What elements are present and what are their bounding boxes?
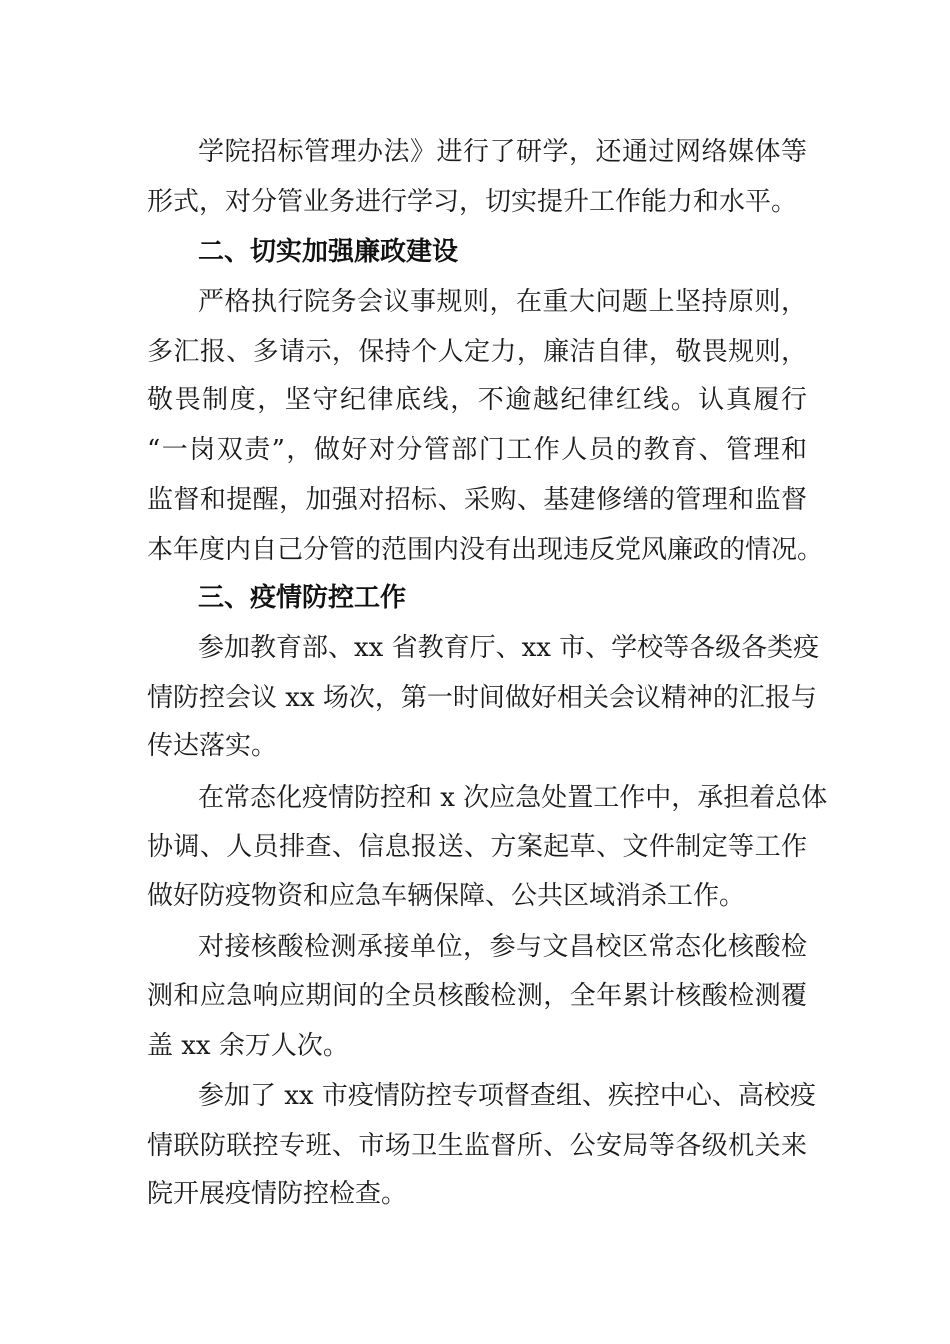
paragraph-1-line-1: 学院招标管理办法》进行了研学，还通过网络媒体等 <box>198 137 807 167</box>
paragraph-2-line-6: 本年度内自己分管的范围内没有出现违反党风廉政的情况。 <box>147 535 824 565</box>
section-heading-2: 二、切实加强廉政建设 <box>198 237 459 267</box>
paragraph-2-line-3: 敬畏制度，坚守纪律底线，不逾越纪律红线。认真履行 <box>147 385 807 415</box>
paragraph-4-line-3: 做好防疫物资和应急车辆保障、公共区域消杀工作。 <box>147 881 746 911</box>
section-heading-3: 三、疫情防控工作 <box>198 583 407 613</box>
paragraph-2-line-5: 监督和提醒，加强对招标、采购、基建修缮的管理和监督 <box>147 485 807 515</box>
paragraph-5-line-3: 盖 xx 余万人次。 <box>147 1031 349 1061</box>
paragraph-5-line-2: 测和应急响应期间的全员核酸检测，全年累计核酸检测覆 <box>147 981 807 1011</box>
paragraph-3-line-3: 传达落实。 <box>147 731 278 761</box>
paragraph-4-line-2: 协调、人员排查、信息报送、方案起草、文件制定等工作 <box>147 832 807 862</box>
paragraph-1-line-2: 形式，对分管业务进行学习，切实提升工作能力和水平。 <box>147 187 798 217</box>
paragraph-6-line-2: 情联防联控专班、市场卫生监督所、公安局等各级机关来 <box>147 1131 807 1161</box>
paragraph-3-line-2: 情防控会议 xx 场次，第一时间做好相关会议精神的汇报与 <box>147 683 817 713</box>
paragraph-5-line-1: 对接核酸检测承接单位，参与文昌校区常态化核酸检 <box>198 932 807 962</box>
paragraph-2-line-2: 多汇报、多请示，保持个人定力，廉洁自律，敬畏规则， <box>147 337 807 367</box>
paragraph-2-line-1: 严格执行院务会议事规则，在重大问题上坚持原则， <box>198 287 807 317</box>
paragraph-4-line-1: 在常态化疫情防控和 x 次应急处置工作中，承担着总体 <box>198 783 828 813</box>
paragraph-6-line-3: 院开展疫情防控检查。 <box>147 1179 408 1209</box>
paragraph-3-line-1: 参加教育部、xx 省教育厅、xx 市、学校等各级各类疫 <box>198 633 820 663</box>
paragraph-2-line-4: “一岗双责”，做好对分管部门工作人员的教育、管理和 <box>147 435 807 465</box>
paragraph-6-line-1: 参加了 xx 市疫情防控专项督查组、疾控中心、高校疫 <box>198 1081 816 1111</box>
